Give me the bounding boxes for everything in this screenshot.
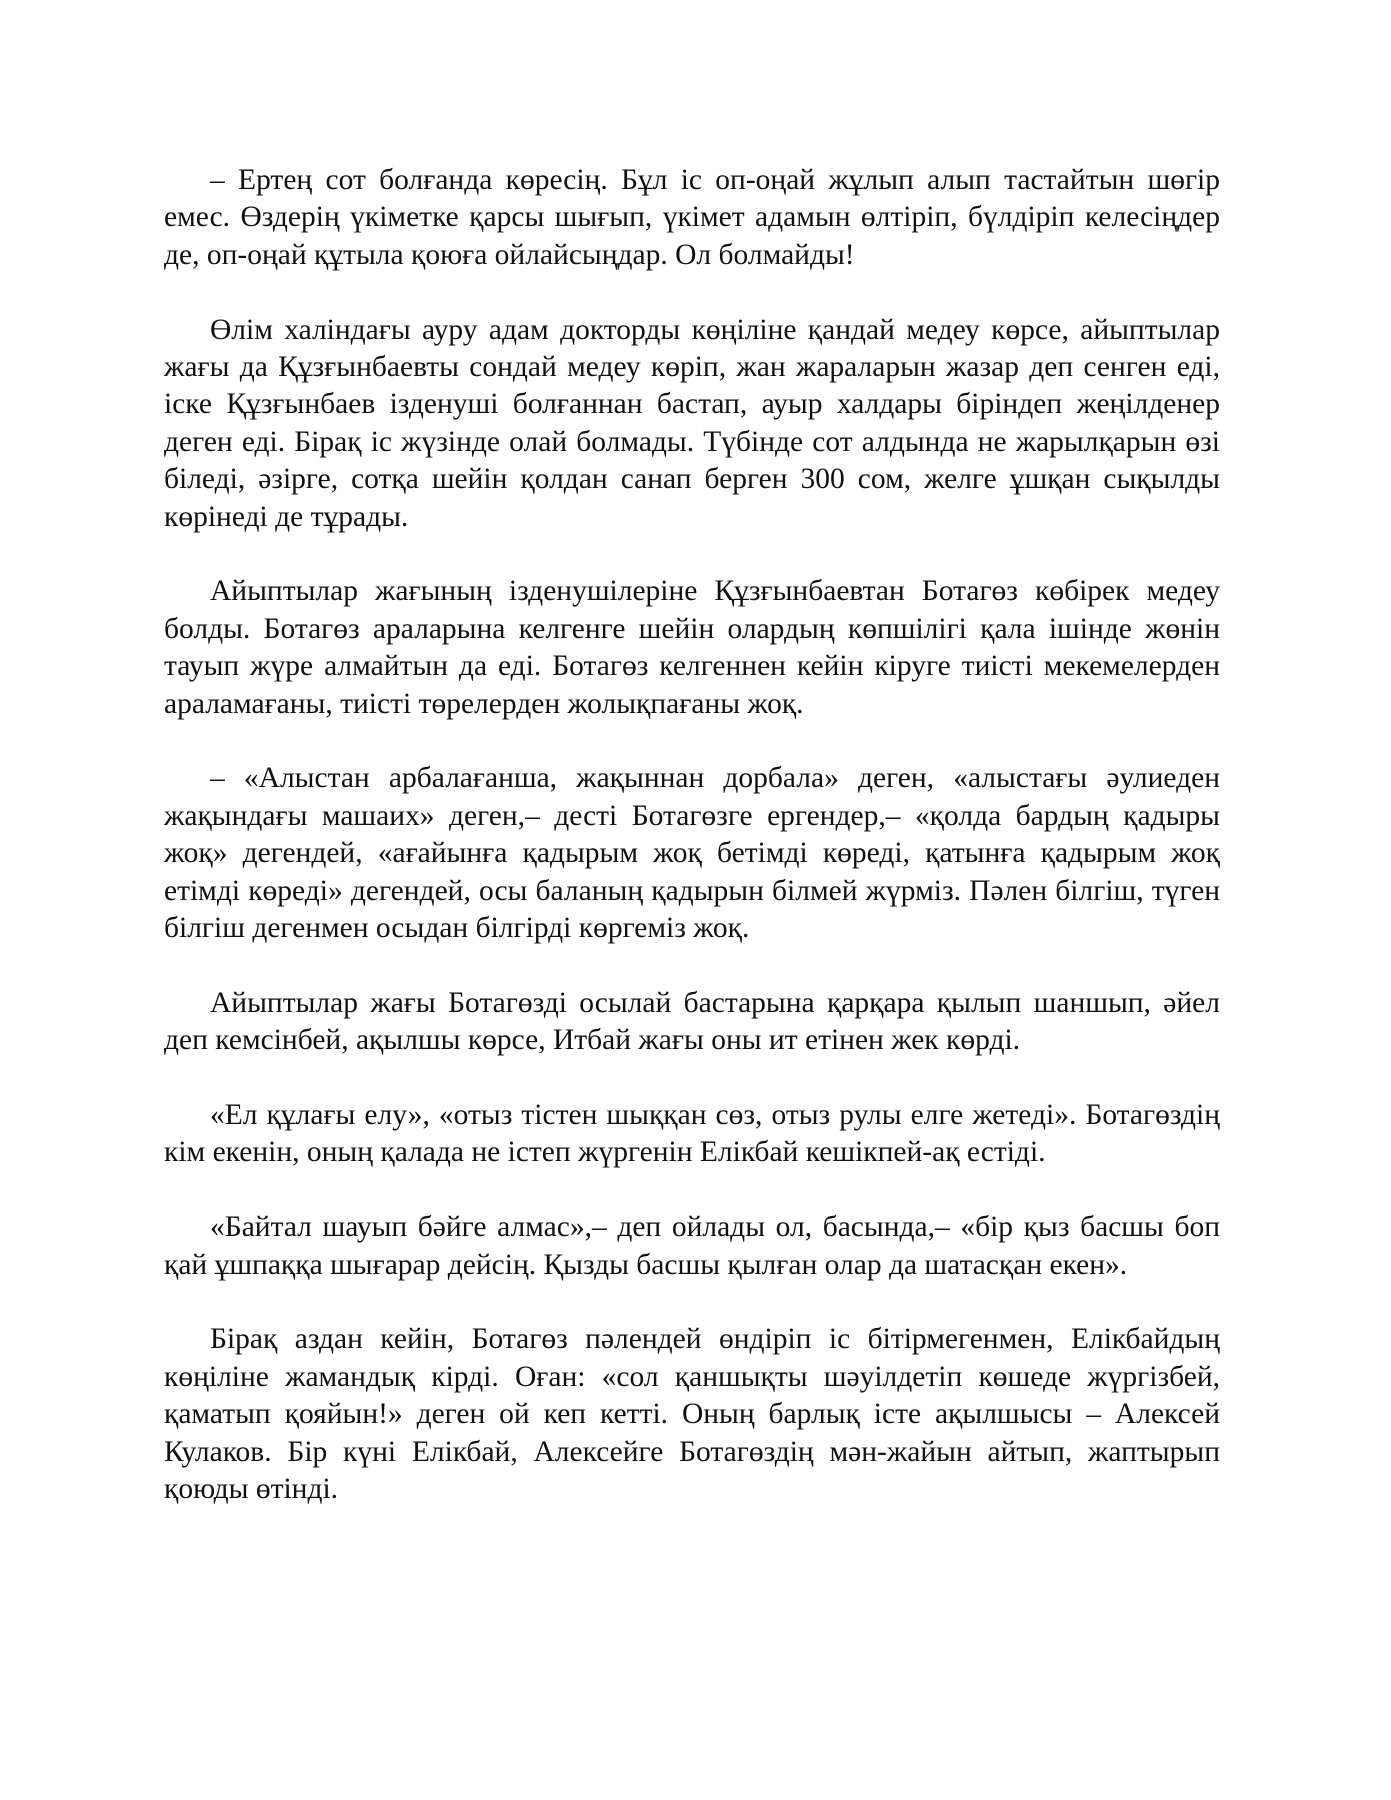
paragraph-2: Өлім халіндағы ауру адам докторды көңіліне қандай медеу көрсе, айыптылар жағы да Құзғынбаевты сондай медеу көріп, жан жараларын жазар деп сенген еді, іске Құзғынбаев ізденуші болғаннан бастап, ауыр халдары біріндеп жеңілденер деген еді. Бірақ іс жүзінде олай болмады. Түбінде сот алдында не жарылқарын өзі біледі, әзірге, сотқа шейін қолдан санап берген 300 сом, желге ұшқан сықылды көрінеді де тұрады. (164, 313, 1220, 533)
paragraph-6: «Ел құлағы елу», «отыз тістен шыққан сөз, отыз рулы елге жетеді». Ботагөздің кім екенін, оның қалада не істеп жүргенін Елікбай кешікпей-ақ естіді. (164, 1099, 1220, 1169)
paragraph-7: «Байтал шауып бәйге алмас»,– деп ойлады ол, басында,– «бір қыз басшы боп қай ұшпаққа шығарар дейсің. Қызды басшы қылған олар да шатасқан екен». (164, 1211, 1220, 1281)
paragraph-4: – «Алыстан арбалағанша, жақыннан дорбала» деген, «алыстағы әулиеден жақындағы машаих» деген,– десті Ботагөзге ергендер,– «қолда бардың қадыры жоқ» дегендей, «ағайынға қадырым жоқ бетімді көреді, қатынға қадырым жоқ етімді көреді» дегендей, осы баланың қадырын білмей жүрміз. Пәлен білгіш, түген білгіш дегенмен осыдан білгірді көргеміз жоқ. (164, 762, 1220, 945)
paragraph-8: Бірақ аздан кейін, Ботагөз пәлендей өндіріп іс бітірмегенмен, Елікбайдың көңіліне жамандық кірді. Оған: «сол қаншықты шәуілдетіп көшеде жүргізбей, қаматып қояйын!» деген ой кеп кетті. Оның барлық істе ақылшысы – Алексей Кулаков. Бір күні Елікбай, Алексейге Ботагөздің мән-жайын айтып, жаптырып қоюды өтінді. (164, 1323, 1220, 1506)
text-body (164, 162, 1220, 1546)
paragraph-5: Айыптылар жағы Ботагөзді осылай бастарына қарқара қылып шаншып, әйел деп кемсінбей, ақылшы көрсе, Итбай жағы оны ит етінен жек көрді. (164, 986, 1220, 1057)
paragraph-1: – Ертең сот болғанда көресің. Бұл іс оп-оңай жұлып алып тастайтын шөгір емес. Өздерің үкіметке қарсы шығып, үкімет адамын өлтіріп, бүлдіріп келесіңдер де, оп-оңай құтыла қоюға ойлайсыңдар. Ол болмайды! (164, 164, 1220, 271)
paragraph-3: Айыптылар жағының ізденушілеріне Құзғынбаевтан Ботагөз көбірек медеу болды. Ботагөз араларына келгенге шейін олардың көпшілігі қала ішінде жөнін тауып жүре алмайтын да еді. Ботагөз келгеннен кейін кіруге тиісті мекемелерден араламағаны, тиісті төрелерден жолықпағаны жоқ. (164, 575, 1220, 720)
